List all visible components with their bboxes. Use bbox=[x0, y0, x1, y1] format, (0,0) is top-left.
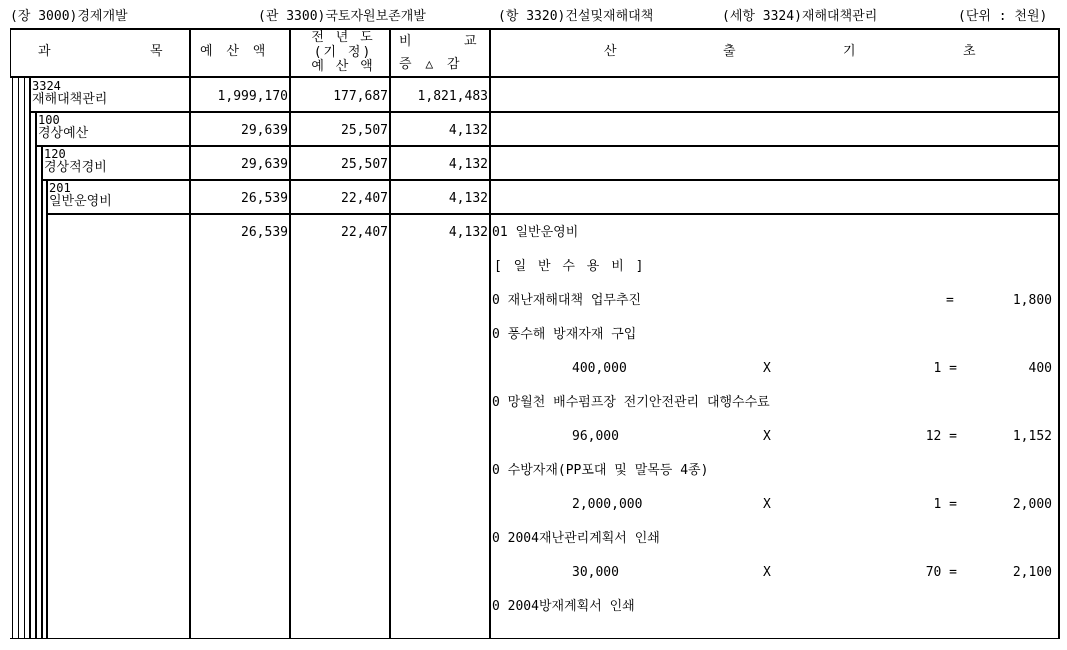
item-label: (항 3320)건설및재해대책 bbox=[498, 9, 654, 24]
col-divider-budget bbox=[289, 28, 291, 639]
col-header-diff-a: 비 bbox=[399, 34, 412, 49]
row-name: 경상예산 bbox=[38, 126, 89, 141]
col-header-prev-1: 전 년 도 bbox=[311, 30, 375, 45]
basis-item: 0 망월천 배수펌프장 전기안전관리 대행수수료 bbox=[492, 395, 770, 410]
basis-unit-price: 400,000 bbox=[572, 361, 627, 376]
row-diff: 4,132 bbox=[448, 225, 488, 240]
basis-unit-price: 30,000 bbox=[572, 565, 619, 580]
row-name: 경상적경비 bbox=[44, 160, 107, 175]
row-budget: 29,639 bbox=[241, 157, 288, 172]
basis-item: 0 수방자재(PP포대 및 말목등 4종) bbox=[492, 463, 709, 478]
hierarchy-line bbox=[18, 78, 19, 639]
basis-heading: 01 일반운영비 bbox=[492, 225, 579, 240]
basis-equals: = bbox=[946, 293, 954, 308]
basis-item: 0 재난재해대책 업무추진 bbox=[492, 293, 642, 308]
unit-label: (단위 : 천원) bbox=[958, 9, 1048, 24]
header-bottom-border bbox=[10, 76, 1059, 78]
table-bottom-border bbox=[10, 638, 1059, 639]
basis-unit-price: 96,000 bbox=[572, 429, 619, 444]
row-prev: 25,507 bbox=[341, 157, 388, 172]
chapter-label: (장 3000)경제개발 bbox=[10, 9, 128, 24]
col-header-basis-2: 출 bbox=[723, 44, 736, 59]
hierarchy-line bbox=[46, 180, 48, 639]
basis-subheading: [ 일 반 수 용 비 ] bbox=[494, 259, 646, 274]
row-name: 재해대책관리 bbox=[32, 92, 108, 107]
basis-item: 0 풍수해 방재자재 구입 bbox=[492, 327, 637, 342]
table-right-border bbox=[1058, 28, 1060, 639]
hierarchy-line bbox=[24, 78, 25, 639]
col-header-subject-a: 과 bbox=[38, 44, 51, 59]
row-prev: 25,507 bbox=[341, 123, 388, 138]
row-code: 3324 bbox=[32, 79, 61, 93]
col-header-basis-3: 기 bbox=[843, 44, 856, 59]
basis-times: X bbox=[763, 497, 771, 512]
col-divider-diff bbox=[489, 28, 491, 639]
row-budget: 1,999,170 bbox=[217, 89, 288, 104]
row-diff: 4,132 bbox=[448, 191, 488, 206]
basis-quantity: 12 = bbox=[925, 429, 957, 444]
basis-amount: 400 bbox=[1028, 361, 1052, 376]
row-divider bbox=[42, 179, 1059, 181]
row-budget: 29,639 bbox=[241, 123, 288, 138]
basis-quantity: 1 = bbox=[933, 361, 957, 376]
col-header-basis-4: 초 bbox=[963, 44, 976, 59]
row-budget: 26,539 bbox=[241, 225, 288, 240]
row-code: 100 bbox=[38, 113, 60, 127]
col-header-basis-1: 산 bbox=[604, 44, 617, 59]
row-code: 201 bbox=[49, 181, 71, 195]
col-header-diff-bottom: 증 △ 감 bbox=[399, 57, 463, 72]
col-header-subject-b: 목 bbox=[150, 44, 163, 59]
row-prev: 22,407 bbox=[341, 191, 388, 206]
col-header-budget: 예 산 액 bbox=[200, 44, 269, 59]
basis-unit-price: 2,000,000 bbox=[572, 497, 643, 512]
row-diff: 4,132 bbox=[448, 157, 488, 172]
basis-item: 0 2004재난관리계획서 인쇄 bbox=[492, 531, 660, 546]
basis-amount: 2,100 bbox=[1012, 565, 1052, 580]
basis-times: X bbox=[763, 565, 771, 580]
col-divider-subject bbox=[189, 28, 191, 639]
basis-quantity: 1 = bbox=[933, 497, 957, 512]
basis-quantity: 70 = bbox=[925, 565, 957, 580]
row-divider bbox=[47, 213, 1059, 215]
hierarchy-line bbox=[35, 112, 37, 639]
row-prev: 22,407 bbox=[341, 225, 388, 240]
basis-amount: 2,000 bbox=[1012, 497, 1052, 512]
hierarchy-line bbox=[29, 78, 31, 639]
basis-times: X bbox=[763, 429, 771, 444]
row-diff: 1,821,483 bbox=[417, 89, 488, 104]
row-divider bbox=[30, 111, 1059, 113]
basis-amount: 1,800 bbox=[1012, 293, 1052, 308]
row-prev: 177,687 bbox=[333, 89, 388, 104]
hierarchy-line bbox=[41, 146, 43, 639]
row-code: 120 bbox=[44, 147, 66, 161]
basis-amount: 1,152 bbox=[1012, 429, 1052, 444]
table-left-border bbox=[10, 28, 11, 76]
basis-times: X bbox=[763, 361, 771, 376]
row-diff: 4,132 bbox=[448, 123, 488, 138]
table-top-border bbox=[10, 28, 1059, 30]
row-name: 일반운영비 bbox=[49, 194, 112, 209]
row-budget: 26,539 bbox=[241, 191, 288, 206]
col-header-prev-2: (기 정) bbox=[313, 45, 373, 60]
section-label: (관 3300)국토자원보존개발 bbox=[258, 9, 426, 24]
basis-item: 0 2004방재계획서 인쇄 bbox=[492, 599, 635, 614]
col-header-prev-3: 예 산 액 bbox=[311, 59, 375, 74]
subitem-label: (세항 3324)재해대책관리 bbox=[722, 9, 878, 24]
hierarchy-line bbox=[12, 78, 13, 639]
col-header-diff-b: 교 bbox=[464, 34, 477, 49]
col-divider-prev bbox=[389, 28, 391, 639]
